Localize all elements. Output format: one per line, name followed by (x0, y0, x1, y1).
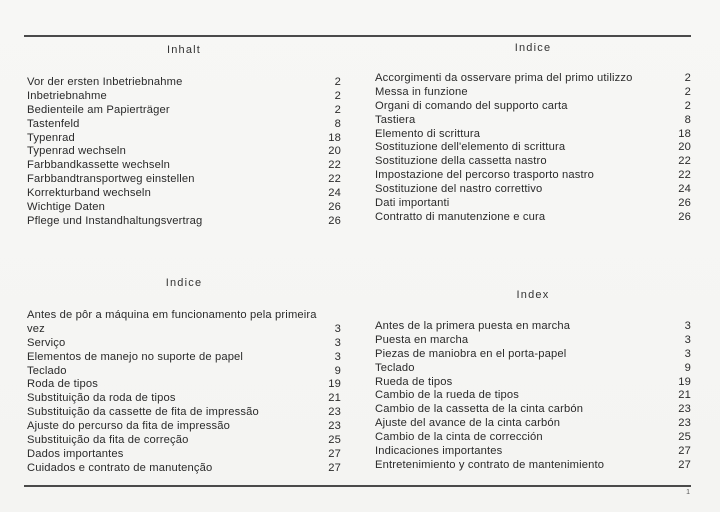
toc-entry (27, 159, 341, 173)
toc-entry (375, 348, 691, 362)
toc-entry-title: Serviço (27, 336, 66, 349)
toc-entry-title: Elementos de manejo no suporte de papel (27, 350, 244, 363)
toc-entry-page: 19 (328, 378, 341, 391)
toc-entry (375, 72, 691, 86)
toc-entry-page: 25 (328, 434, 341, 447)
toc-entry (375, 320, 691, 334)
toc-entry-page: 20 (328, 145, 341, 158)
toc-entry-title: Vor der ersten Inbetriebnahme (27, 75, 183, 88)
toc-entry-page: 9 (334, 364, 341, 377)
toc-entry (375, 334, 691, 348)
toc-entry-title: Ajuste del avance de la cinta carbón (375, 417, 561, 430)
toc-entry-title: Cambio de la rueda de tipos (375, 389, 519, 402)
toc-entry (27, 406, 341, 420)
toc-entry-title: Dati importanti (375, 197, 450, 209)
toc-entry-title: Antes de la primera puesta en marcha (375, 319, 571, 332)
toc-entry-title: Inbetriebnahme (27, 89, 107, 102)
toc-entry-title: Ajuste do percurso da fita de impressão (27, 420, 230, 433)
toc-entry-page: 27 (328, 461, 341, 474)
toc-entry (375, 183, 691, 197)
toc-entry-page: 22 (678, 155, 691, 168)
toc-entry-title: Teclado (375, 361, 415, 374)
toc-entry (375, 417, 691, 431)
toc-entry (375, 141, 691, 155)
bottom-rule (24, 485, 691, 487)
toc-entry-page: 21 (328, 392, 341, 405)
toc-entry-page: 2 (334, 75, 341, 88)
toc-entry-title: Piezas de maniobra en el porta-papel (375, 347, 567, 360)
toc-list (27, 309, 341, 476)
toc-entry-page: 23 (678, 403, 691, 416)
toc-entry (375, 114, 691, 128)
toc-entry-page: 21 (678, 389, 691, 402)
toc-entry (27, 392, 341, 406)
toc-entry-page: 25 (678, 431, 691, 444)
toc-entry (27, 132, 341, 146)
toc-entry-title: Substituição da roda de tipos (27, 392, 176, 405)
toc-entry-page: 22 (328, 173, 341, 186)
toc-entry-title: Sostituzione della cassetta nastro (375, 155, 547, 168)
toc-entry-title: Accorgimenti da osservare prima del primo utilizzo (375, 71, 633, 84)
toc-entry-page: 2 (334, 103, 341, 116)
top-rule (24, 35, 691, 37)
toc-list (375, 320, 691, 473)
toc-entry-title: Farbbandtransportweg einstellen (27, 173, 195, 186)
toc-entry-title: Messa in funzione (375, 85, 468, 98)
toc-entry (375, 128, 691, 142)
toc-list (27, 76, 341, 229)
toc-entry-page: 8 (684, 113, 691, 126)
toc-entry-page: 3 (334, 322, 341, 335)
toc-entry-page: 3 (684, 319, 691, 332)
toc-entry (27, 201, 341, 215)
toc-entry-title: Tastiera (375, 113, 416, 126)
toc-entry (27, 351, 341, 365)
toc-entry-page: 23 (328, 420, 341, 433)
toc-entry (27, 145, 341, 159)
toc-entry-page: 2 (334, 89, 341, 102)
toc-entry (27, 378, 341, 392)
toc-entry-title: Antes de pôr a máquina em funcionamento pela primeira vez (27, 308, 317, 335)
toc-entry-page: 3 (684, 347, 691, 360)
toc-entry (27, 448, 341, 462)
toc-entry-page: 26 (328, 214, 341, 227)
toc-entry-title: Farbbandkassette wechseln (27, 159, 171, 172)
toc-entry (375, 403, 691, 417)
toc-entry-page: 26 (678, 197, 691, 209)
toc-entry (375, 100, 691, 114)
toc-entry (27, 76, 341, 90)
toc-entry-page: 18 (678, 127, 691, 140)
section-heading: Indice (165, 277, 203, 289)
toc-entry-title: Rueda de tipos (375, 375, 453, 388)
toc-entry (27, 309, 341, 337)
toc-entry-page: 27 (678, 445, 691, 457)
toc-entry-page: 26 (678, 210, 691, 223)
toc-entry-page: 2 (684, 71, 691, 84)
toc-entry-title: Substituição da cassette de fita de impressão (27, 406, 259, 419)
toc-entry-title: Substituição da fita de correção (27, 434, 189, 447)
toc-entry (27, 434, 341, 448)
toc-entry-title: Sostituzione dell'elemento di scrittura (375, 141, 566, 154)
toc-entry-page: 20 (678, 141, 691, 154)
toc-entry-title: Organi di comando del supporto carta (375, 99, 568, 112)
toc-entry-title: Indicaciones importantes (375, 445, 503, 457)
toc-entry (375, 362, 691, 376)
toc-entry-title: Entretenimiento y contrato de mantenimiento (375, 458, 605, 471)
toc-entry-page: 24 (328, 187, 341, 200)
toc-entry (27, 462, 341, 476)
toc-entry-title: Sostituzione del nastro correttivo (375, 183, 543, 196)
toc-entry-title: Dados importantes (27, 447, 124, 460)
toc-entry-title: Teclado (27, 364, 67, 377)
section-heading: Index (516, 289, 550, 301)
section-heading: Inhalt (166, 44, 202, 56)
toc-entry (375, 389, 691, 403)
section-heading: Indice (514, 42, 552, 54)
toc-entry-title: Impostazione del percorso trasporto nastro (375, 169, 594, 182)
toc-entry-page: 23 (678, 417, 691, 430)
toc-entry (375, 155, 691, 169)
toc-entry-title: Typenrad wechseln (27, 145, 126, 158)
toc-entry (27, 215, 341, 229)
toc-entry-page: 3 (334, 336, 341, 349)
toc-entry-page: 3 (334, 350, 341, 363)
toc-entry (375, 86, 691, 100)
toc-entry-title: Bedienteile am Papierträger (27, 103, 170, 116)
toc-entry (27, 365, 341, 379)
toc-entry-page: 26 (328, 201, 341, 213)
toc-entry (27, 187, 341, 201)
toc-entry-page: 2 (684, 85, 691, 98)
toc-entry (27, 173, 341, 187)
toc-entry-title: Cambio de la cassetta de la cinta carbón (375, 403, 584, 416)
toc-entry (27, 337, 341, 351)
toc-entry-page: 9 (684, 361, 691, 374)
toc-entry-title: Pflege und Instandhaltungsvertrag (27, 214, 203, 227)
toc-entry (375, 169, 691, 183)
toc-entry (375, 376, 691, 390)
toc-entry-page: 23 (328, 406, 341, 419)
toc-entry-page: 22 (328, 159, 341, 172)
toc-entry-title: Cambio de la cinta de corrección (375, 431, 543, 444)
toc-list (375, 72, 691, 225)
toc-entry (375, 445, 691, 459)
toc-entry-title: Roda de tipos (27, 378, 98, 391)
toc-entry-page: 3 (684, 333, 691, 346)
toc-entry (375, 459, 691, 473)
toc-entry (27, 420, 341, 434)
toc-entry-page: 27 (328, 447, 341, 460)
toc-entry-title: Wichtige Daten (27, 201, 105, 213)
toc-entry (27, 104, 341, 118)
toc-entry (27, 90, 341, 104)
toc-entry-page: 2 (684, 99, 691, 112)
toc-entry (375, 211, 691, 225)
toc-entry-title: Elemento di scrittura (375, 127, 481, 140)
toc-entry (375, 431, 691, 445)
toc-entry-page: 24 (678, 183, 691, 196)
toc-entry-page: 19 (678, 375, 691, 388)
page-number: 1 (686, 489, 690, 496)
toc-entry-title: Puesta en marcha (375, 333, 469, 346)
toc-entry-page: 27 (678, 458, 691, 471)
toc-entry-page: 22 (678, 169, 691, 182)
toc-entry (375, 197, 691, 211)
toc-entry-title: Tastenfeld (27, 117, 80, 130)
toc-entry-title: Typenrad (27, 131, 75, 144)
toc-entry (27, 118, 341, 132)
toc-entry-page: 18 (328, 131, 341, 144)
toc-entry-page: 8 (334, 117, 341, 130)
toc-entry-title: Contratto di manutenzione e cura (375, 210, 546, 223)
toc-entry-title: Cuidados e contrato de manutenção (27, 461, 213, 474)
toc-entry-title: Korrekturband wechseln (27, 187, 151, 200)
